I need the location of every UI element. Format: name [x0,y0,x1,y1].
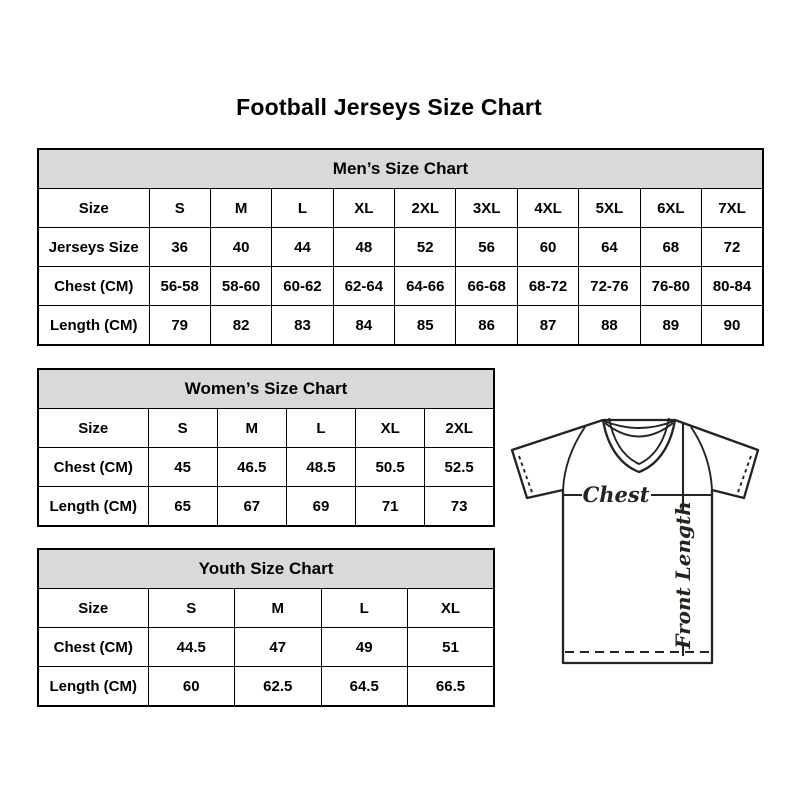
table-row [38,628,494,667]
row-label: Length (CM) [38,306,149,346]
size-value-cell: 76-80 [640,267,701,306]
row-label: Chest (CM) [38,628,148,667]
mens-size-table [37,148,764,346]
row-label: Size [38,189,149,228]
size-value-cell: 82 [210,306,271,346]
size-value-cell: 51 [408,628,495,667]
size-value-cell: 64 [579,228,640,267]
size-value-cell: 68 [640,228,701,267]
size-value-cell: 60 [148,667,235,707]
size-value-cell: L [321,589,408,628]
size-value-cell: 44.5 [148,628,235,667]
row-label: Size [38,409,148,448]
size-value-cell: S [148,409,217,448]
size-value-cell: 72-76 [579,267,640,306]
size-value-cell: M [210,189,271,228]
table-row [38,448,494,487]
table-row [38,228,763,267]
size-value-cell: M [217,409,286,448]
size-value-cell: 67 [217,487,286,527]
size-value-cell: 52.5 [425,448,494,487]
size-value-cell: 86 [456,306,517,346]
size-value-cell: 68-72 [517,267,578,306]
table-row [38,306,763,346]
row-label: Length (CM) [38,487,148,527]
size-value-cell: 40 [210,228,271,267]
size-value-cell: 79 [149,306,210,346]
size-value-cell: 69 [286,487,355,527]
size-value-cell: XL [356,409,425,448]
right-armhole-seam [691,427,712,490]
size-value-cell: 65 [148,487,217,527]
size-value-cell: 66.5 [408,667,495,707]
page-title: Football Jerseys Size Chart [236,94,542,120]
size-value-cell: 80-84 [702,267,763,306]
size-value-cell: 6XL [640,189,701,228]
size-value-cell: 5XL [579,189,640,228]
chest-label: Chest [582,482,650,507]
row-label: Size [38,589,148,628]
table-row [38,589,494,628]
size-value-cell: 89 [640,306,701,346]
size-value-cell: 56-58 [149,267,210,306]
size-value-cell: S [148,589,235,628]
size-value-cell: 50.5 [356,448,425,487]
jersey-outline [512,420,758,663]
size-value-cell: 73 [425,487,494,527]
womens-size-table [37,368,495,527]
size-value-cell: 85 [395,306,456,346]
size-value-cell: L [286,409,355,448]
size-value-cell: 49 [321,628,408,667]
youth-size-table [37,548,495,707]
mens-table-header: Men’s Size Chart [38,149,763,189]
size-value-cell: 48 [333,228,394,267]
size-value-cell: 71 [356,487,425,527]
size-value-cell: L [272,189,333,228]
row-label: Chest (CM) [38,267,149,306]
size-value-cell: 72 [702,228,763,267]
size-value-cell: 88 [579,306,640,346]
youth-table-header: Youth Size Chart [38,549,494,589]
size-value-cell: 90 [702,306,763,346]
row-label: Chest (CM) [38,448,148,487]
left-armhole-seam [563,427,585,490]
size-value-cell: 58-60 [210,267,271,306]
size-value-cell: 48.5 [286,448,355,487]
size-value-cell: 47 [235,628,322,667]
size-value-cell: 64-66 [395,267,456,306]
size-value-cell: 60-62 [272,267,333,306]
row-label: Length (CM) [38,667,148,707]
size-value-cell: 62-64 [333,267,394,306]
size-value-cell: 36 [149,228,210,267]
collar-band-arc-1 [604,421,674,428]
row-label: Jerseys Size [38,228,149,267]
size-value-cell: 60 [517,228,578,267]
size-value-cell: 4XL [517,189,578,228]
table-row [38,409,494,448]
size-value-cell: 7XL [702,189,763,228]
size-value-cell: M [235,589,322,628]
size-value-cell: 87 [517,306,578,346]
size-value-cell: 2XL [395,189,456,228]
size-value-cell: 2XL [425,409,494,448]
size-value-cell: XL [408,589,495,628]
size-value-cell: XL [333,189,394,228]
size-value-cell: 64.5 [321,667,408,707]
front-length-label: Front Length [671,501,695,649]
size-value-cell: 83 [272,306,333,346]
size-value-cell: 62.5 [235,667,322,707]
size-value-cell: 45 [148,448,217,487]
size-value-cell: 52 [395,228,456,267]
size-value-cell: 3XL [456,189,517,228]
womens-table-header: Women’s Size Chart [38,369,494,409]
right-cuff-stitch [737,456,751,495]
table-row [38,667,494,707]
table-row [38,267,763,306]
size-value-cell: 66-68 [456,267,517,306]
size-value-cell: 44 [272,228,333,267]
size-value-cell: 46.5 [217,448,286,487]
table-row [38,189,763,228]
table-row [38,487,494,527]
size-value-cell: 84 [333,306,394,346]
jersey-measurement-diagram [505,405,770,670]
size-value-cell: S [149,189,210,228]
size-value-cell: 56 [456,228,517,267]
